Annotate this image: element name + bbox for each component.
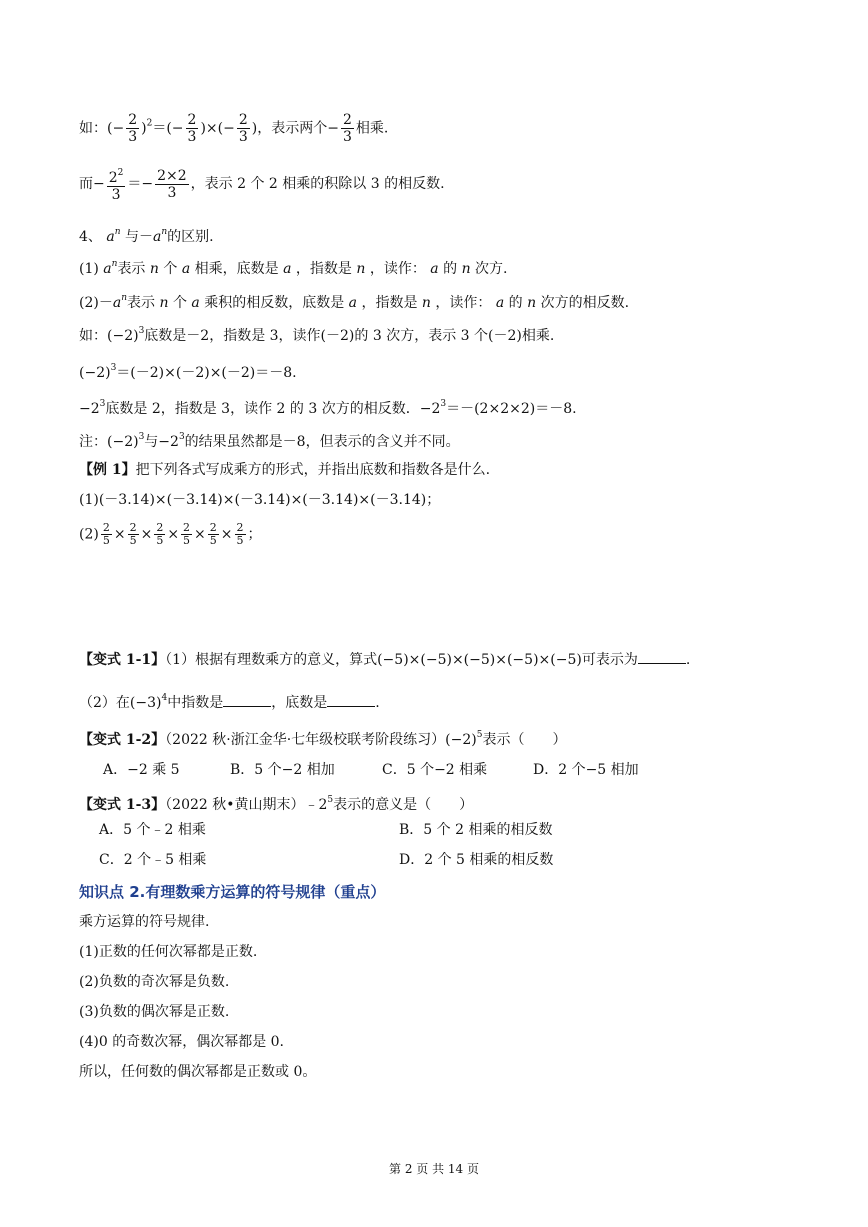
- example-1-q2: (2) $\frac{2}{5}$ × $\frac{2}{5}$ × $\frac{2}{5}$ × $\frac{2}{5}$ × $\frac{2}{5}$ × $\frac{2}{5}$ ；: [79, 521, 262, 547]
- rule-item: (2)负数的奇次幂是负数.: [79, 974, 230, 990]
- rule-title: 乘方运算的符号规律.: [79, 914, 210, 930]
- answer-blank[interactable]: [638, 649, 686, 664]
- example-1: 【例 1】把下列各式写成乘方的形式，并指出底数和指数各是什么.: [79, 462, 491, 478]
- variant-1-2: 【变式 1-2】（2022 秋·浙江金华·七年级校联考阶段练习）$(-2)^5$表示（ ）: [79, 730, 567, 748]
- note-line: 注：$(-2)^3$与$-2^3$的结果虽然都是－8，但表示的含义并不同。: [79, 432, 460, 450]
- fraction: $\frac{2}{3}$: [128, 112, 138, 145]
- rule-item: (3)负数的偶次幂是正数.: [79, 1004, 230, 1020]
- example-line-3: 如：$(-2)^3$底数是－2，指数是 3，读作(－2)的 3 次方，表示 3 个(－2)相乘.: [79, 326, 555, 344]
- rule-item: (4)0 的奇数次幂，偶次幂都是 0.: [79, 1034, 284, 1050]
- variant-1-3: 【变式 1-3】（2022 秋•黄山期末）$﹣2^5$表示的意义是（ ）: [79, 795, 474, 813]
- example-1-q1: (1)(－3.14)×(－3.14)×(－3.14)×(－3.14)×(－3.14)；: [79, 492, 441, 508]
- section-heading: 知识点 2.有理数乘方运算的符号规律（重点）: [79, 883, 386, 901]
- variant-1-1: 【变式 1-1】（1）根据有理数乘方的意义，算式(−5)×(−5)×(−5)×(−5)×(−5)可表示为 .: [79, 649, 690, 670]
- definition-2: $(2)-a^n$表示 n 个 a 乘积的相反数，底数是 a ，指数是 n ，读作： a 的 n 次方的相反数.: [79, 293, 630, 311]
- option-a[interactable]: A．5 个﹣2 相乘: [99, 822, 206, 838]
- rule-summary: 所以，任何数的偶次幂都是正数或 0。: [79, 1064, 317, 1080]
- option-b[interactable]: B．5 个−2 相加: [230, 762, 335, 778]
- option-d[interactable]: D．2 个 5 相乘的相反数: [399, 852, 554, 868]
- page-footer: 第 2 页 共 14 页: [389, 1162, 479, 1176]
- option-a[interactable]: A．−2 乘 5: [103, 762, 180, 778]
- rule-item: (1)正数的任何次幂都是正数.: [79, 944, 258, 960]
- example-line-1: 如：(− $\frac{2}{3}$ )$^2$＝(− $\frac{2}{3}$ )×(− $\frac{2}{3}$ )，表示两个− $\frac{2}{3}$ 相乘.: [79, 112, 389, 145]
- option-b[interactable]: B．5 个 2 相乘的相反数: [399, 822, 553, 838]
- option-c[interactable]: C．2 个﹣5 相乘: [99, 852, 207, 868]
- option-c[interactable]: C．5 个−2 相乘: [382, 762, 488, 778]
- example-line-5: $-2^3$底数是 2，指数是 3，读作 2 的 3 次方的相反数．$-2^3=-(2\times 2\times 2)=-8$.: [79, 399, 577, 417]
- answer-blank[interactable]: [327, 692, 375, 707]
- example-line-4: $(-2)^3=(-2)\times(-2)\times(-2)=-8$.: [79, 363, 297, 381]
- answer-blank[interactable]: [223, 692, 271, 707]
- definition-1: (1) $a^n$表示 n 个 a 相乘，底数是 a ，指数是 n ，读作： a 的 n 次方.: [79, 259, 508, 277]
- option-d[interactable]: D．2 个−5 相加: [533, 762, 639, 778]
- example-line-2: 而− $\frac{2^2}{3}$ ＝− $\frac{2\times 2}{3}$ ，表示 2 个 2 相乘的积除以 3 的相反数.: [79, 165, 445, 203]
- item-4: 4、 $a^n$ 与$-a^n$的区别.: [79, 227, 214, 245]
- variant-1-1-q2: （2）在$(-3)^4$中指数是 ，底数是 .: [79, 693, 380, 711]
